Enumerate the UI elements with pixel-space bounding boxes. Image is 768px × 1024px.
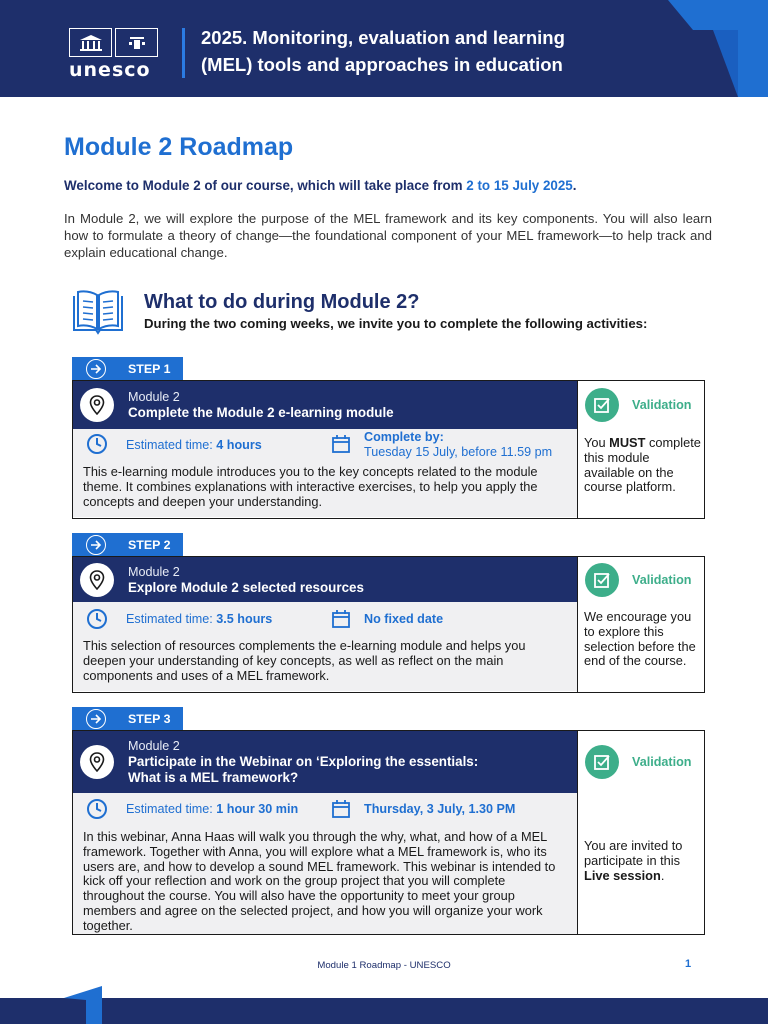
location-pin-icon xyxy=(80,745,114,779)
arrow-right-icon xyxy=(86,535,106,555)
footer-text: Module 1 Roadmap - UNESCO xyxy=(317,960,451,971)
clock-icon xyxy=(86,798,108,820)
step-2-tag: STEP 2 xyxy=(72,533,183,556)
step-2-date-value: No fixed date xyxy=(364,612,444,626)
step-2-card xyxy=(72,556,705,693)
calendar-icon xyxy=(331,609,351,629)
step-3-tag: STEP 3 xyxy=(72,707,183,730)
step-3-date-value: Thursday, 3 July, 1.30 PM xyxy=(364,802,516,816)
calendar-icon xyxy=(331,434,351,454)
step-3-validation-text: You are invited to participate in this Live session. xyxy=(584,838,683,883)
check-square-icon xyxy=(585,388,619,422)
header-title: 2025. Monitoring, evaluation and learning (MEL) tools and approaches in education xyxy=(201,27,565,75)
footer-bar xyxy=(0,998,768,1024)
calendar-icon xyxy=(331,799,351,819)
open-book-icon xyxy=(70,288,126,336)
welcome-text: Welcome to Module 2 of our course, which will take place from 2 to 15 July 2025. xyxy=(64,178,577,193)
temple-icon xyxy=(69,28,112,57)
step-2-validation-text: We encourage you to explore this selection before the end of the course. xyxy=(584,609,696,669)
step-1-card xyxy=(72,380,705,519)
page-title: Module 2 Roadmap xyxy=(64,133,294,161)
check-square-icon xyxy=(585,745,619,779)
step-2-title: Explore Module 2 selected resources xyxy=(128,580,364,595)
step-1-date-value: Tuesday 15 July, before 11.59 pm xyxy=(364,445,553,459)
step-3-description: In this webinar, Anna Haas will walk you through the why, what, and how of a MEL framework. Together with Anna, you will explore what a MEL framework is, who its users are, and how to develop a sound MEL framework. This webinar is intended to kick off your reflection and work on the group project that you will complete throughout the course. You will also have the opportunity to meet your group members and agree on the selected project, and how you will organize your work together. xyxy=(83,829,556,933)
step-2-validation: Validation We encourage you to explore this selection before the end of the course. xyxy=(577,557,704,692)
section-title: What to do during Module 2? xyxy=(144,291,420,313)
location-pin-icon xyxy=(80,563,114,597)
step-3-validation: Validation You are invited to participate in this Live session. xyxy=(577,731,704,934)
step-3-header: Module 2 Participate in the Webinar on ‘Exploring the essentials: What is a MEL framework? xyxy=(73,731,577,793)
step-2-header: Module 2 Explore Module 2 selected resources xyxy=(73,557,577,602)
step-1-validation-text: You MUST complete this module available on the course platform. xyxy=(584,435,701,495)
arrow-right-icon xyxy=(86,359,106,379)
intro-paragraph: In Module 2, we will explore the purpose of the MEL framework and its key components. You will also learn how to formulate a theory of change—the foundational component of your MEL framework—to help track and explain educational change. xyxy=(64,211,712,260)
emblem-icon xyxy=(115,28,158,57)
arrow-right-icon xyxy=(86,709,106,729)
step-3-estimated-time: Estimated time: 1 hour 30 min xyxy=(126,802,299,816)
course-dates: 2 to 15 July 2025 xyxy=(466,178,573,193)
step-1-tag: STEP 1 xyxy=(72,357,183,380)
step-1-title: Complete the Module 2 e-learning module xyxy=(128,405,394,420)
header-accent-shape xyxy=(668,0,768,97)
header-divider xyxy=(182,28,185,78)
step-3-title: Participate in the Webinar on ‘Exploring the essentials: What is a MEL framework? xyxy=(128,754,479,785)
step-2-description: This selection of resources complements the e-learning module and helps you deepen your understanding of key concepts, as well as reflect on the main components and uses of a MEL framework. xyxy=(83,638,526,683)
step-1-validation: Validation You MUST complete this module available on the course platform. xyxy=(577,381,704,518)
step-1-date-label: Complete by: xyxy=(364,430,444,444)
step-1-header: Module 2 Complete the Module 2 e-learning module xyxy=(73,381,577,429)
step-1-estimated-time: Estimated time: 4 hours xyxy=(126,438,262,452)
step-3-card xyxy=(72,730,705,935)
unesco-wordmark: unesco xyxy=(69,59,151,81)
page-number: 1 xyxy=(685,958,692,970)
step-2-estimated-time: Estimated time: 3.5 hours xyxy=(126,612,273,626)
step-1-description: This e-learning module introduces you to the key concepts related to the module theme. It combines explanations with interactive exercises, to help you apply the concepts and deepen your understanding. xyxy=(83,464,538,509)
footer-accent-shape xyxy=(64,986,104,1024)
unesco-logo xyxy=(69,28,159,81)
location-pin-icon xyxy=(80,388,114,422)
clock-icon xyxy=(86,433,108,455)
page-header xyxy=(0,0,768,97)
section-subtitle: During the two coming weeks, we invite you to complete the following activities: xyxy=(144,316,648,331)
clock-icon xyxy=(86,608,108,630)
check-square-icon xyxy=(585,563,619,597)
